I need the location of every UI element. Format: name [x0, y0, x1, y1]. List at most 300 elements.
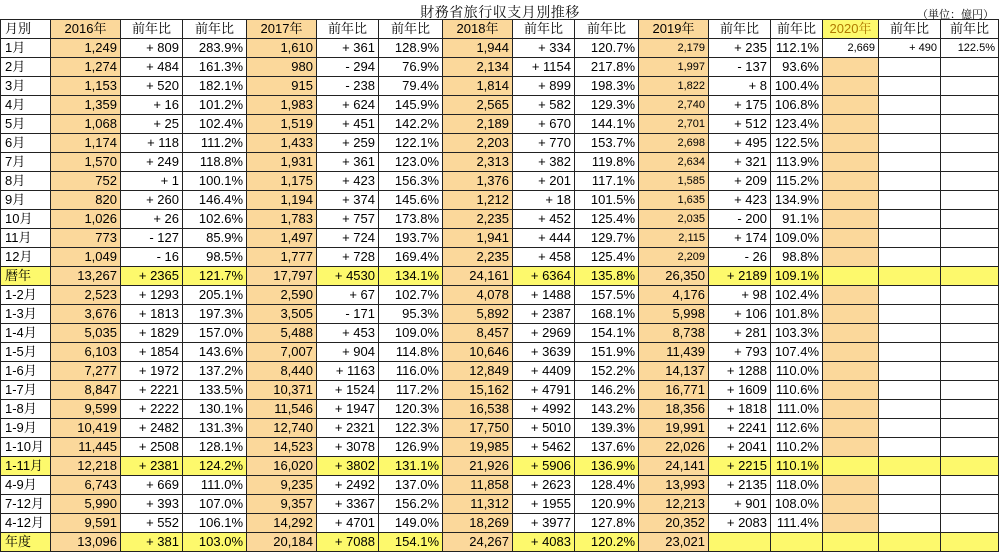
table-cell: 1,153	[51, 77, 121, 96]
table-cell	[879, 58, 941, 77]
table-cell: 122.3%	[379, 419, 443, 438]
header-cell: 2018年	[443, 20, 513, 39]
table-cell: + 624	[317, 96, 379, 115]
table-cell: 7,277	[51, 362, 121, 381]
table-cell: + 1854	[121, 343, 183, 362]
table-cell: + 2482	[121, 419, 183, 438]
table-cell	[879, 419, 941, 438]
table-cell: 2,313	[443, 153, 513, 172]
table-cell: 11,546	[247, 400, 317, 419]
table-cell: 125.4%	[575, 248, 639, 267]
table-cell: 101.2%	[183, 96, 247, 115]
table-cell: + 451	[317, 115, 379, 134]
table-cell: 93.6%	[771, 58, 823, 77]
table-cell	[823, 210, 879, 229]
table-cell: 154.1%	[575, 324, 639, 343]
table-cell: 137.6%	[575, 438, 639, 457]
table-row	[1, 324, 999, 343]
table-cell: 130.1%	[183, 400, 247, 419]
table-cell: + 2969	[513, 324, 575, 343]
table-cell: 101.8%	[771, 305, 823, 324]
table-cell: 157.0%	[183, 324, 247, 343]
table-cell: 139.3%	[575, 419, 639, 438]
table-cell	[941, 324, 999, 343]
row-label: 1-10月	[1, 438, 51, 457]
table-cell: 129.3%	[575, 96, 639, 115]
table-cell	[941, 210, 999, 229]
table-cell	[879, 438, 941, 457]
table-cell: 161.3%	[183, 58, 247, 77]
table-cell: + 2221	[121, 381, 183, 400]
table-cell: 109.0%	[379, 324, 443, 343]
table-cell: 2,565	[443, 96, 513, 115]
table-cell: 115.2%	[771, 172, 823, 191]
table-cell: 137.2%	[183, 362, 247, 381]
table-cell: 1,570	[51, 153, 121, 172]
table-cell: + 809	[121, 39, 183, 58]
table-cell	[879, 324, 941, 343]
table-cell: 12,213	[639, 495, 709, 514]
table-cell	[771, 533, 823, 552]
table-cell: + 3639	[513, 343, 575, 362]
table-cell: 773	[51, 229, 121, 248]
table-cell	[823, 77, 879, 96]
table-cell: 17,797	[247, 267, 317, 286]
table-cell: 22,026	[639, 438, 709, 457]
row-label: 1-3月	[1, 305, 51, 324]
table-cell: 110.0%	[771, 362, 823, 381]
table-cell: + 259	[317, 134, 379, 153]
table-cell: + 4992	[513, 400, 575, 419]
table-cell: 119.8%	[575, 153, 639, 172]
table-cell: 1,585	[639, 172, 709, 191]
table-cell: 113.9%	[771, 153, 823, 172]
table-cell: + 490	[879, 39, 941, 58]
table-cell: 112.6%	[771, 419, 823, 438]
table-cell	[941, 191, 999, 210]
table-cell: 23,021	[639, 533, 709, 552]
table-row	[1, 58, 999, 77]
table-cell: + 2135	[709, 476, 771, 495]
table-cell	[823, 267, 879, 286]
table-cell: 12,218	[51, 457, 121, 476]
table-cell: + 1163	[317, 362, 379, 381]
header-cell: 前年比	[709, 20, 771, 39]
table-cell: + 423	[317, 172, 379, 191]
table-cell: + 118	[121, 134, 183, 153]
table-cell: 95.3%	[379, 305, 443, 324]
table-cell: + 5462	[513, 438, 575, 457]
table-cell: 2,590	[247, 286, 317, 305]
table-cell	[941, 248, 999, 267]
row-label: 1-7月	[1, 381, 51, 400]
table-cell: + 361	[317, 153, 379, 172]
table-cell: + 452	[513, 210, 575, 229]
table-cell	[941, 96, 999, 115]
table-cell: - 294	[317, 58, 379, 77]
table-cell: + 2189	[709, 267, 771, 286]
table-cell: 2,634	[639, 153, 709, 172]
table-cell: 1,635	[639, 191, 709, 210]
table-cell: + 393	[121, 495, 183, 514]
table-cell: 127.8%	[575, 514, 639, 533]
table-cell: 126.9%	[379, 438, 443, 457]
table-cell: + 25	[121, 115, 183, 134]
row-label: 1月	[1, 39, 51, 58]
table-cell: + 1955	[513, 495, 575, 514]
table-row	[1, 514, 999, 533]
table-cell: 16,538	[443, 400, 513, 419]
table-cell: 1,497	[247, 229, 317, 248]
table-cell: + 26	[121, 210, 183, 229]
table-cell: 134.9%	[771, 191, 823, 210]
table-cell: 116.0%	[379, 362, 443, 381]
table-cell: 103.0%	[183, 533, 247, 552]
table-cell: + 520	[121, 77, 183, 96]
table-cell	[879, 305, 941, 324]
table-cell: 122.1%	[379, 134, 443, 153]
table-cell: 118.8%	[183, 153, 247, 172]
table-cell	[823, 343, 879, 362]
table-cell: 100.4%	[771, 77, 823, 96]
table-cell: 5,998	[639, 305, 709, 324]
table-cell: 20,184	[247, 533, 317, 552]
table-cell: 102.7%	[379, 286, 443, 305]
table-cell: 3,676	[51, 305, 121, 324]
table-cell: + 728	[317, 248, 379, 267]
table-cell: 102.4%	[183, 115, 247, 134]
table-cell: + 458	[513, 248, 575, 267]
travel-balance-table	[0, 19, 999, 552]
table-cell: 110.2%	[771, 438, 823, 457]
row-label: 年度	[1, 533, 51, 552]
table-row	[1, 419, 999, 438]
table-cell: + 1524	[317, 381, 379, 400]
table-cell	[941, 533, 999, 552]
table-cell: 193.7%	[379, 229, 443, 248]
table-cell: 110.1%	[771, 457, 823, 476]
table-cell: 112.1%	[771, 39, 823, 58]
table-cell: 1,931	[247, 153, 317, 172]
table-cell: + 3367	[317, 495, 379, 514]
table-cell	[879, 96, 941, 115]
table-cell: + 484	[121, 58, 183, 77]
table-cell: 133.5%	[183, 381, 247, 400]
table-cell: 752	[51, 172, 121, 191]
table-cell: + 201	[513, 172, 575, 191]
table-cell: 117.1%	[575, 172, 639, 191]
table-cell: 2,698	[639, 134, 709, 153]
table-cell: + 2381	[121, 457, 183, 476]
table-cell: 123.0%	[379, 153, 443, 172]
table-cell: 1,249	[51, 39, 121, 58]
table-row	[1, 172, 999, 191]
table-cell: 198.3%	[575, 77, 639, 96]
table-cell: 19,991	[639, 419, 709, 438]
unit-label: （単位：億円）	[917, 9, 994, 21]
table-cell: 129.7%	[575, 229, 639, 248]
table-cell: 135.8%	[575, 267, 639, 286]
table-row	[1, 381, 999, 400]
table-cell: + 235	[709, 39, 771, 58]
table-cell: 4,078	[443, 286, 513, 305]
table-cell	[941, 457, 999, 476]
table-row	[1, 343, 999, 362]
table-cell: + 904	[317, 343, 379, 362]
table-cell: 156.3%	[379, 172, 443, 191]
table-cell: 12,740	[247, 419, 317, 438]
table-row	[1, 115, 999, 134]
table-cell: 5,892	[443, 305, 513, 324]
table-cell: 1,359	[51, 96, 121, 115]
table-cell: 154.1%	[379, 533, 443, 552]
table-cell: 9,591	[51, 514, 121, 533]
table-cell: + 2365	[121, 267, 183, 286]
table-cell: 11,858	[443, 476, 513, 495]
table-cell: + 6364	[513, 267, 575, 286]
table-cell: + 209	[709, 172, 771, 191]
table-cell: + 1488	[513, 286, 575, 305]
table-cell	[879, 191, 941, 210]
header-cell: 2019年	[639, 20, 709, 39]
table-cell: + 1947	[317, 400, 379, 419]
table-cell: 110.6%	[771, 381, 823, 400]
table-cell: 122.5%	[941, 39, 999, 58]
table-cell: 1,610	[247, 39, 317, 58]
table-cell: + 2508	[121, 438, 183, 457]
table-cell: 128.1%	[183, 438, 247, 457]
table-cell: 137.0%	[379, 476, 443, 495]
table-cell: 111.4%	[771, 514, 823, 533]
table-cell: + 1	[121, 172, 183, 191]
table-cell: + 757	[317, 210, 379, 229]
table-cell: 26,350	[639, 267, 709, 286]
row-label: 1-4月	[1, 324, 51, 343]
row-label: 4-12月	[1, 514, 51, 533]
table-cell: + 793	[709, 343, 771, 362]
table-cell	[941, 153, 999, 172]
table-cell: 10,646	[443, 343, 513, 362]
table-cell: 142.2%	[379, 115, 443, 134]
header-cell: 前年比	[121, 20, 183, 39]
table-cell: + 1829	[121, 324, 183, 343]
table-cell: 8,457	[443, 324, 513, 343]
table-row	[1, 305, 999, 324]
table-cell: 98.8%	[771, 248, 823, 267]
table-cell	[823, 533, 879, 552]
table-cell: 13,993	[639, 476, 709, 495]
table-cell	[879, 153, 941, 172]
table-cell	[823, 324, 879, 343]
table-cell	[941, 58, 999, 77]
table-cell: 2,115	[639, 229, 709, 248]
table-cell: 2,235	[443, 248, 513, 267]
table-cell: 8,738	[639, 324, 709, 343]
table-cell	[879, 286, 941, 305]
table-cell: + 724	[317, 229, 379, 248]
table-cell	[823, 172, 879, 191]
table-cell: 1,068	[51, 115, 121, 134]
table-cell: + 374	[317, 191, 379, 210]
header-cell: 月別	[1, 20, 51, 39]
table-cell	[823, 362, 879, 381]
table-cell: 182.1%	[183, 77, 247, 96]
table-cell: 915	[247, 77, 317, 96]
table-cell: 1,519	[247, 115, 317, 134]
table-row	[1, 191, 999, 210]
table-cell: + 495	[709, 134, 771, 153]
table-cell	[823, 229, 879, 248]
table-cell	[823, 96, 879, 115]
table-cell: 2,235	[443, 210, 513, 229]
table-cell: + 453	[317, 324, 379, 343]
table-cell: + 382	[513, 153, 575, 172]
table-cell	[823, 286, 879, 305]
table-cell: 2,035	[639, 210, 709, 229]
table-cell: 152.2%	[575, 362, 639, 381]
row-label: 8月	[1, 172, 51, 191]
table-cell: 121.7%	[183, 267, 247, 286]
table-cell: 16,771	[639, 381, 709, 400]
table-row	[1, 362, 999, 381]
table-cell	[941, 286, 999, 305]
table-cell: + 381	[121, 533, 183, 552]
header-cell: 前年比	[941, 20, 999, 39]
table-cell: 111.0%	[183, 476, 247, 495]
table-cell: 128.4%	[575, 476, 639, 495]
table-cell: 76.9%	[379, 58, 443, 77]
table-cell: - 200	[709, 210, 771, 229]
table-cell	[879, 134, 941, 153]
table-cell	[941, 400, 999, 419]
table-cell	[823, 134, 879, 153]
table-cell: + 2321	[317, 419, 379, 438]
table-cell: 14,137	[639, 362, 709, 381]
table-cell: 14,523	[247, 438, 317, 457]
table-cell: + 7088	[317, 533, 379, 552]
table-cell	[823, 115, 879, 134]
table-cell	[823, 153, 879, 172]
table-cell: 217.8%	[575, 58, 639, 77]
table-cell	[941, 514, 999, 533]
table-cell: - 137	[709, 58, 771, 77]
table-cell	[823, 495, 879, 514]
table-cell: + 423	[709, 191, 771, 210]
table-row	[1, 96, 999, 115]
table-cell: 1,376	[443, 172, 513, 191]
table-cell: 1,944	[443, 39, 513, 58]
table-cell: 85.9%	[183, 229, 247, 248]
table-cell: 123.4%	[771, 115, 823, 134]
table-cell: + 16	[121, 96, 183, 115]
table-cell	[823, 381, 879, 400]
table-cell: 17,750	[443, 419, 513, 438]
table-cell	[879, 248, 941, 267]
table-cell: + 2387	[513, 305, 575, 324]
table-cell: 1,433	[247, 134, 317, 153]
table-cell: 156.2%	[379, 495, 443, 514]
table-cell: + 2623	[513, 476, 575, 495]
table-cell	[879, 514, 941, 533]
table-cell: 24,161	[443, 267, 513, 286]
table-cell: + 2215	[709, 457, 771, 476]
table-cell: 18,269	[443, 514, 513, 533]
table-cell: 2,701	[639, 115, 709, 134]
table-cell: 6,743	[51, 476, 121, 495]
table-cell: 1,174	[51, 134, 121, 153]
table-cell: 134.1%	[379, 267, 443, 286]
table-cell: + 670	[513, 115, 575, 134]
table-cell: 101.5%	[575, 191, 639, 210]
table-row	[1, 267, 999, 286]
table-cell: 12,849	[443, 362, 513, 381]
table-cell	[879, 400, 941, 419]
table-cell	[941, 381, 999, 400]
table-row	[1, 286, 999, 305]
table-cell: 3,505	[247, 305, 317, 324]
row-label: 12月	[1, 248, 51, 267]
table-cell: + 175	[709, 96, 771, 115]
table-cell: + 2492	[317, 476, 379, 495]
table-cell: 1,814	[443, 77, 513, 96]
table-row	[1, 39, 999, 58]
table-cell: 120.9%	[575, 495, 639, 514]
table-cell: 2,523	[51, 286, 121, 305]
table-cell	[709, 533, 771, 552]
table-cell: 820	[51, 191, 121, 210]
table-cell: + 669	[121, 476, 183, 495]
table-cell: 169.4%	[379, 248, 443, 267]
table-cell: 109.0%	[771, 229, 823, 248]
table-cell: 1,175	[247, 172, 317, 191]
table-cell: 16,020	[247, 457, 317, 476]
table-row	[1, 457, 999, 476]
table-cell: + 2083	[709, 514, 771, 533]
table-cell: + 552	[121, 514, 183, 533]
table-cell: 197.3%	[183, 305, 247, 324]
table-cell	[941, 229, 999, 248]
table-cell: 100.1%	[183, 172, 247, 191]
table-row	[1, 400, 999, 419]
row-label: 1-9月	[1, 419, 51, 438]
table-cell: 1,212	[443, 191, 513, 210]
table-cell	[879, 210, 941, 229]
table-cell: 1,822	[639, 77, 709, 96]
table-cell: 2,209	[639, 248, 709, 267]
table-cell: 1,049	[51, 248, 121, 267]
table-cell: 109.1%	[771, 267, 823, 286]
table-row	[1, 153, 999, 172]
table-cell: 131.3%	[183, 419, 247, 438]
table-cell	[941, 77, 999, 96]
table-cell	[879, 381, 941, 400]
table-cell: 120.3%	[379, 400, 443, 419]
table-cell: - 16	[121, 248, 183, 267]
table-cell: 1,026	[51, 210, 121, 229]
table-cell: 128.9%	[379, 39, 443, 58]
table-cell: 117.2%	[379, 381, 443, 400]
table-cell	[879, 229, 941, 248]
table-cell: 153.7%	[575, 134, 639, 153]
table-cell	[941, 115, 999, 134]
table-cell: 21,926	[443, 457, 513, 476]
table-cell: 107.4%	[771, 343, 823, 362]
row-label: 1-6月	[1, 362, 51, 381]
table-cell: 2,669	[823, 39, 879, 58]
table-cell: 24,267	[443, 533, 513, 552]
table-cell: - 127	[121, 229, 183, 248]
table-cell: 20,352	[639, 514, 709, 533]
